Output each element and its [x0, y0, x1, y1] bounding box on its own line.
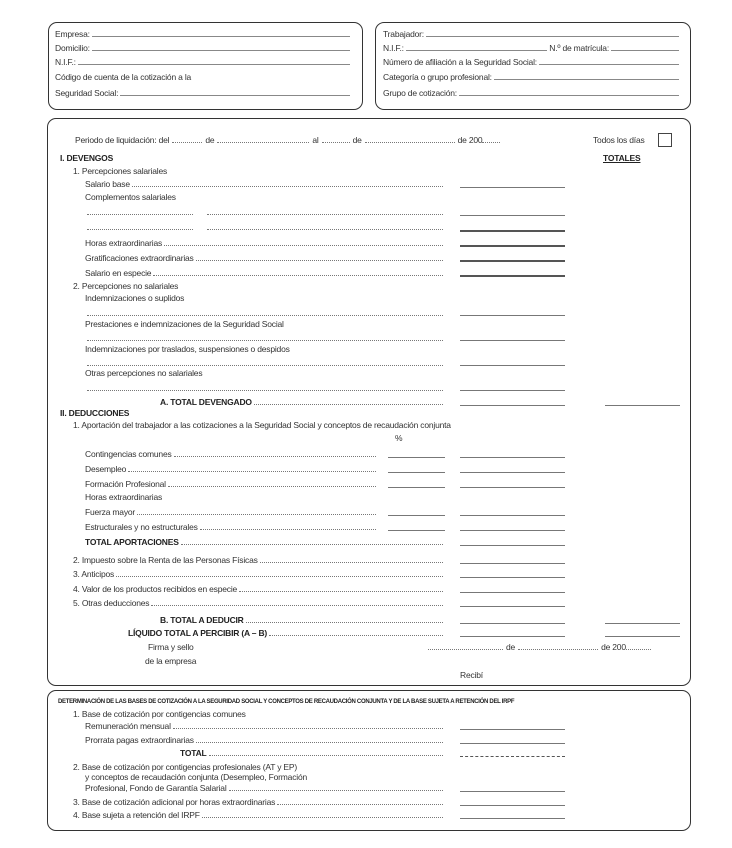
base-profesionales-label-2: y conceptos de recaudación conjunta (Desempleo, Formación: [85, 772, 308, 782]
otras-percepciones-detail[interactable]: [85, 383, 445, 394]
empresa-label: de la empresa: [145, 656, 197, 666]
especie-label: Salario en especie: [85, 268, 152, 278]
salario-base-amount[interactable]: [460, 187, 565, 188]
seguridad-social-label: Seguridad Social:: [55, 88, 119, 98]
empresa-field[interactable]: [55, 29, 352, 40]
total-devengado-total[interactable]: [605, 405, 680, 406]
indemnizaciones-label: Indemnizaciones o suplidos: [85, 293, 185, 303]
total-aportaciones-amount[interactable]: [460, 545, 565, 546]
bases-total-row: [180, 748, 445, 759]
remuneracion-label: Remuneración mensual: [85, 721, 171, 731]
company-nif-label: N.I.F.:: [55, 57, 76, 67]
formacion-amount[interactable]: [460, 487, 565, 488]
todos-los-dias-checkbox[interactable]: [658, 133, 672, 147]
complemento-name-2[interactable]: [85, 222, 195, 233]
base-comunes-label: 1. Base de cotización por contigencias comunes: [73, 709, 246, 719]
irpf-amount[interactable]: [460, 563, 565, 564]
total-deducir-row: [160, 615, 445, 626]
totales-heading: TOTALES: [603, 153, 641, 163]
complemento-name-1[interactable]: [85, 207, 195, 218]
total-devengado-row: [160, 397, 445, 408]
adicional-row: [73, 797, 445, 808]
liquido-row: [128, 628, 445, 639]
period-de: de: [352, 135, 362, 145]
categoria-label: Categoría o grupo profesional:: [383, 72, 492, 82]
horas-row: [85, 238, 445, 249]
productos-amount[interactable]: [460, 592, 565, 593]
worker-nif-matricula-field[interactable]: [383, 43, 681, 54]
salario-base-row: [85, 179, 445, 190]
worker-nif-label: N.I.F.:: [383, 43, 404, 53]
horas-deduccion-label: Horas extraordinarias: [85, 492, 163, 502]
fuerza-mayor-row: [85, 507, 378, 518]
anticipos-row: [73, 569, 445, 580]
base-irpf-row: [73, 810, 445, 821]
contingencias-percent[interactable]: [388, 457, 445, 458]
desempleo-amount[interactable]: [460, 472, 565, 473]
indemnizaciones-amount[interactable]: [460, 315, 565, 316]
total-aportaciones-row: [85, 537, 445, 548]
total-deducir-label: B. TOTAL A DEDUCIR: [160, 615, 244, 625]
gratificaciones-label: Gratificaciones extraordinarias: [85, 253, 194, 263]
prestaciones-label: Prestaciones e indemnizaciones de la Seguridad Social: [85, 319, 284, 329]
total-deducir-total[interactable]: [605, 623, 680, 624]
period-year: de 200: [457, 135, 483, 145]
productos-label: 4. Valor de los productos recibidos en especie: [73, 584, 238, 594]
base-profesionales-label: 2. Base de cotización por contigencias profesionales (AT y EP): [73, 762, 297, 772]
desempleo-percent[interactable]: [388, 472, 445, 473]
estructurales-label: Estructurales y no estructurales: [85, 522, 198, 532]
traslados-label: Indemnizaciones por traslados, suspensiones o despidos: [85, 344, 290, 354]
liquido-amount[interactable]: [460, 636, 565, 637]
contingencias-label: Contingencias comunes: [85, 449, 172, 459]
prestaciones-detail[interactable]: [85, 333, 445, 344]
otras-deducciones-label: 5. Otras deducciones: [73, 598, 150, 608]
percepciones-salariales-label: 1. Percepciones salariales: [73, 166, 168, 176]
horas-amount[interactable]: [460, 245, 565, 247]
traslados-amount[interactable]: [460, 365, 565, 366]
prestaciones-amount[interactable]: [460, 340, 565, 341]
complemento-amount-1[interactable]: [460, 215, 565, 216]
aportacion-label: 1. Aportación del trabajador a las cotizaciones a la Seguridad Social y conceptos de recaudación conjunta: [73, 420, 451, 430]
domicilio-label: Domicilio:: [55, 43, 90, 53]
period-al: al: [312, 135, 319, 145]
deducciones-heading: II. DEDUCCIONES: [60, 408, 130, 418]
grupo-field[interactable]: [383, 88, 681, 99]
productos-row: [73, 584, 445, 595]
horas-label: Horas extraordinarias: [85, 238, 163, 248]
grupo-label: Grupo de cotización:: [383, 88, 457, 98]
trabajador-field[interactable]: [383, 29, 681, 40]
matricula-label: N.º de matrícula:: [549, 43, 609, 53]
indemnizaciones-detail[interactable]: [85, 308, 445, 319]
profesionales-amount[interactable]: [460, 791, 565, 792]
total-aportaciones-label: TOTAL APORTACIONES: [85, 537, 179, 547]
anticipos-label: 3. Anticipos: [73, 569, 115, 579]
todos-los-dias-label: Todos los días: [593, 135, 645, 145]
complemento-detail-2[interactable]: [205, 222, 445, 233]
especie-amount[interactable]: [460, 275, 565, 277]
fuerza-mayor-label: Fuerza mayor: [85, 507, 136, 517]
estructurales-amount[interactable]: [460, 530, 565, 531]
otras-deducciones-row: [73, 598, 445, 609]
total-devengado-label: A. TOTAL DEVENGADO: [160, 397, 252, 407]
signature-date-line[interactable]: [428, 642, 654, 653]
adicional-label: 3. Base de cotización adicional por horas extraordinarias: [73, 797, 276, 807]
desempleo-row: [85, 464, 378, 475]
recibi-label: Recibí: [460, 670, 483, 680]
company-nif-field[interactable]: [55, 57, 352, 68]
prorrata-amount[interactable]: [460, 743, 565, 744]
codigo-cuenta-field[interactable]: [55, 88, 352, 99]
base-irpf-amount[interactable]: [460, 818, 565, 819]
fuerza-mayor-percent[interactable]: [388, 515, 445, 516]
domicilio-field[interactable]: [55, 43, 352, 54]
formacion-percent[interactable]: [388, 487, 445, 488]
adicional-amount[interactable]: [460, 805, 565, 806]
period-label: Periodo de liquidación: del: [75, 135, 170, 145]
otras-percepciones-amount[interactable]: [460, 390, 565, 391]
bases-heading: DETERMINACIÓN DE LAS BASES DE COTIZACIÓN A LA SEGURIDAD SOCIAL Y CONCEPTOS DE RECAUDACIÓN CONJUNTA Y DE LA BASE SUJETA A RETENCIÓN DEL IRPF: [58, 699, 515, 705]
base-irpf-label: 4. Base sujeta a retención del IRPF: [73, 810, 200, 820]
percent-header: %: [395, 433, 403, 443]
profesionales-row: [85, 783, 445, 794]
liquido-label: LÍQUIDO TOTAL A PERCIBIR (A – B): [128, 628, 268, 638]
formacion-label: Formación Profesional: [85, 479, 166, 489]
formacion-row: [85, 479, 378, 490]
devengos-heading: I. DEVENGOS: [60, 153, 114, 163]
base-profesionales-label-3: Profesional, Fondo de Garantía Salarial: [85, 783, 227, 793]
bases-total-label: TOTAL: [180, 748, 207, 758]
bases-total-amount[interactable]: [460, 756, 565, 757]
categoria-field[interactable]: [383, 72, 681, 83]
especie-row: [85, 268, 445, 279]
contingencias-row: [85, 449, 378, 460]
remuneracion-row: [85, 721, 445, 732]
desempleo-label: Desempleo: [85, 464, 127, 474]
contingencias-amount[interactable]: [460, 457, 565, 458]
trabajador-label: Trabajador:: [383, 29, 424, 39]
irpf-label: 2. Impuesto sobre la Renta de las Personas Físicas: [73, 555, 258, 565]
empresa-label: Empresa:: [55, 29, 90, 39]
date-year: de 200: [601, 642, 626, 652]
afiliacion-field[interactable]: [383, 57, 681, 68]
total-deducir-amount[interactable]: [460, 623, 565, 624]
otras-percepciones-label: Otras percepciones no salariales: [85, 368, 203, 378]
estructurales-row: [85, 522, 378, 533]
remuneracion-amount[interactable]: [460, 729, 565, 730]
codigo-cuenta-label: Código de cuenta de la cotización a la: [55, 72, 192, 82]
period-de: de: [205, 135, 215, 145]
complemento-amount-2[interactable]: [460, 230, 565, 232]
prorrata-label: Prorrata pagas extraordinarias: [85, 735, 194, 745]
irpf-row: [73, 555, 445, 566]
afiliacion-label: Número de afiliación a la Seguridad Social:: [383, 57, 537, 67]
complemento-detail-1[interactable]: [205, 207, 445, 218]
anticipos-amount[interactable]: [460, 577, 565, 578]
complementos-label: Complementos salariales: [85, 192, 176, 202]
gratificaciones-row: [85, 253, 445, 264]
period-line[interactable]: [75, 135, 503, 146]
otras-deducciones-amount[interactable]: [460, 606, 565, 607]
salario-base-label: Salario base: [85, 179, 130, 189]
firma-label: Firma y sello: [148, 642, 194, 652]
fuerza-mayor-amount[interactable]: [460, 515, 565, 516]
gratificaciones-amount[interactable]: [460, 260, 565, 262]
liquido-total[interactable]: [605, 636, 680, 637]
date-de: de: [506, 642, 516, 652]
prorrata-row: [85, 735, 445, 746]
percepciones-no-salariales-label: 2. Percepciones no salariales: [73, 281, 179, 291]
total-devengado-amount[interactable]: [460, 405, 565, 406]
estructurales-percent[interactable]: [388, 530, 445, 531]
